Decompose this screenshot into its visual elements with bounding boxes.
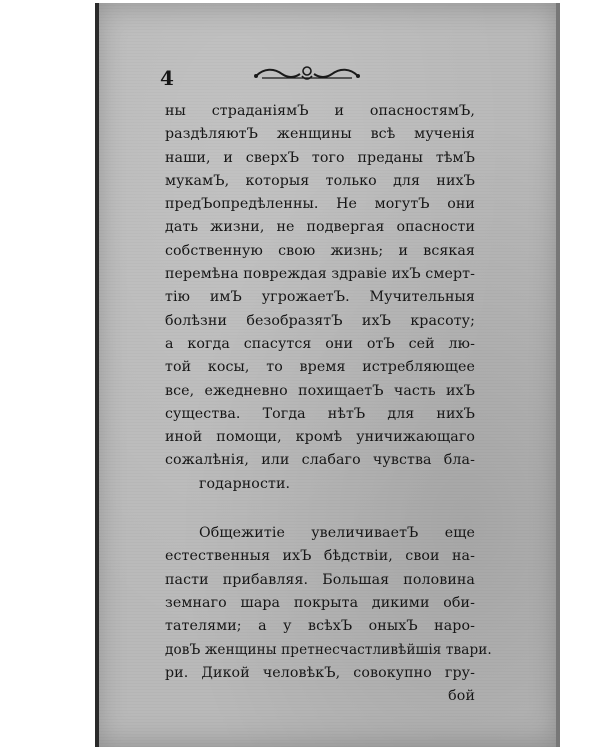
text-line: перемѣна повреждая здравіе ихЪ смерт- [165,266,475,283]
text-line: Общежитіе увеличиваетЪ еще [199,525,475,542]
text-line: той косы, то время истребляющее [165,359,475,376]
text-line: а когда спасутся они отЪ сей лю- [165,335,475,352]
text-line: дать жизни, не подвергая опасности [165,219,475,236]
text-line: иной помощи, кромѣ уничижающаго [165,429,475,446]
text-line: довЪ женщины претнесчастливѣйшія твари. [165,641,492,658]
body-text [165,100,492,708]
text-line: раздѣляютЪ женщины всѣ мученія [165,126,475,143]
text-line: болѣзни безобразятЪ ихЪ красоту; [165,312,475,329]
text-line: бой [448,688,475,705]
text-line: пасти прибавляя. Большая половина [165,571,475,588]
paragraph-gap [165,496,475,522]
text-line: ри. Дикой человѣкЪ, совокупно гру- [165,664,475,681]
text-line: наши, и сверхЪ того преданы тѣмЪ [165,149,475,166]
text-line: предЪопредѣленны. Не могутЪ они [165,196,475,213]
page-number: 4 [160,66,174,90]
text-line: собственную свою жизнь; и всякая [165,242,475,259]
text-line: сожалѣнія, или слабаго чувства бла- [165,452,475,469]
text-line: тію имЪ угрожаетЪ. Мучительныя [165,289,475,306]
text-line: земнаго шара покрыта дикими оби- [165,594,475,611]
text-line: существа. Тогда нѣтЪ для нихЪ [165,405,475,422]
text-line: мукамЪ, которыя только для нихЪ [165,172,475,189]
text-line: естественныя ихЪ бѣдствіи, свои на- [165,548,475,565]
page-binding-edge [95,3,99,747]
text-line: все, ежедневно похищаетЪ часть ихЪ [165,382,475,399]
text-line: ны страданіямЪ и опасностямЪ, [165,103,475,119]
page-outer-edge [556,3,560,747]
header-ornament-icon [252,62,362,84]
text-line: годарности. [199,475,291,492]
text-line: тателями; а у всѣхЪ оныхЪ наро- [165,618,475,635]
